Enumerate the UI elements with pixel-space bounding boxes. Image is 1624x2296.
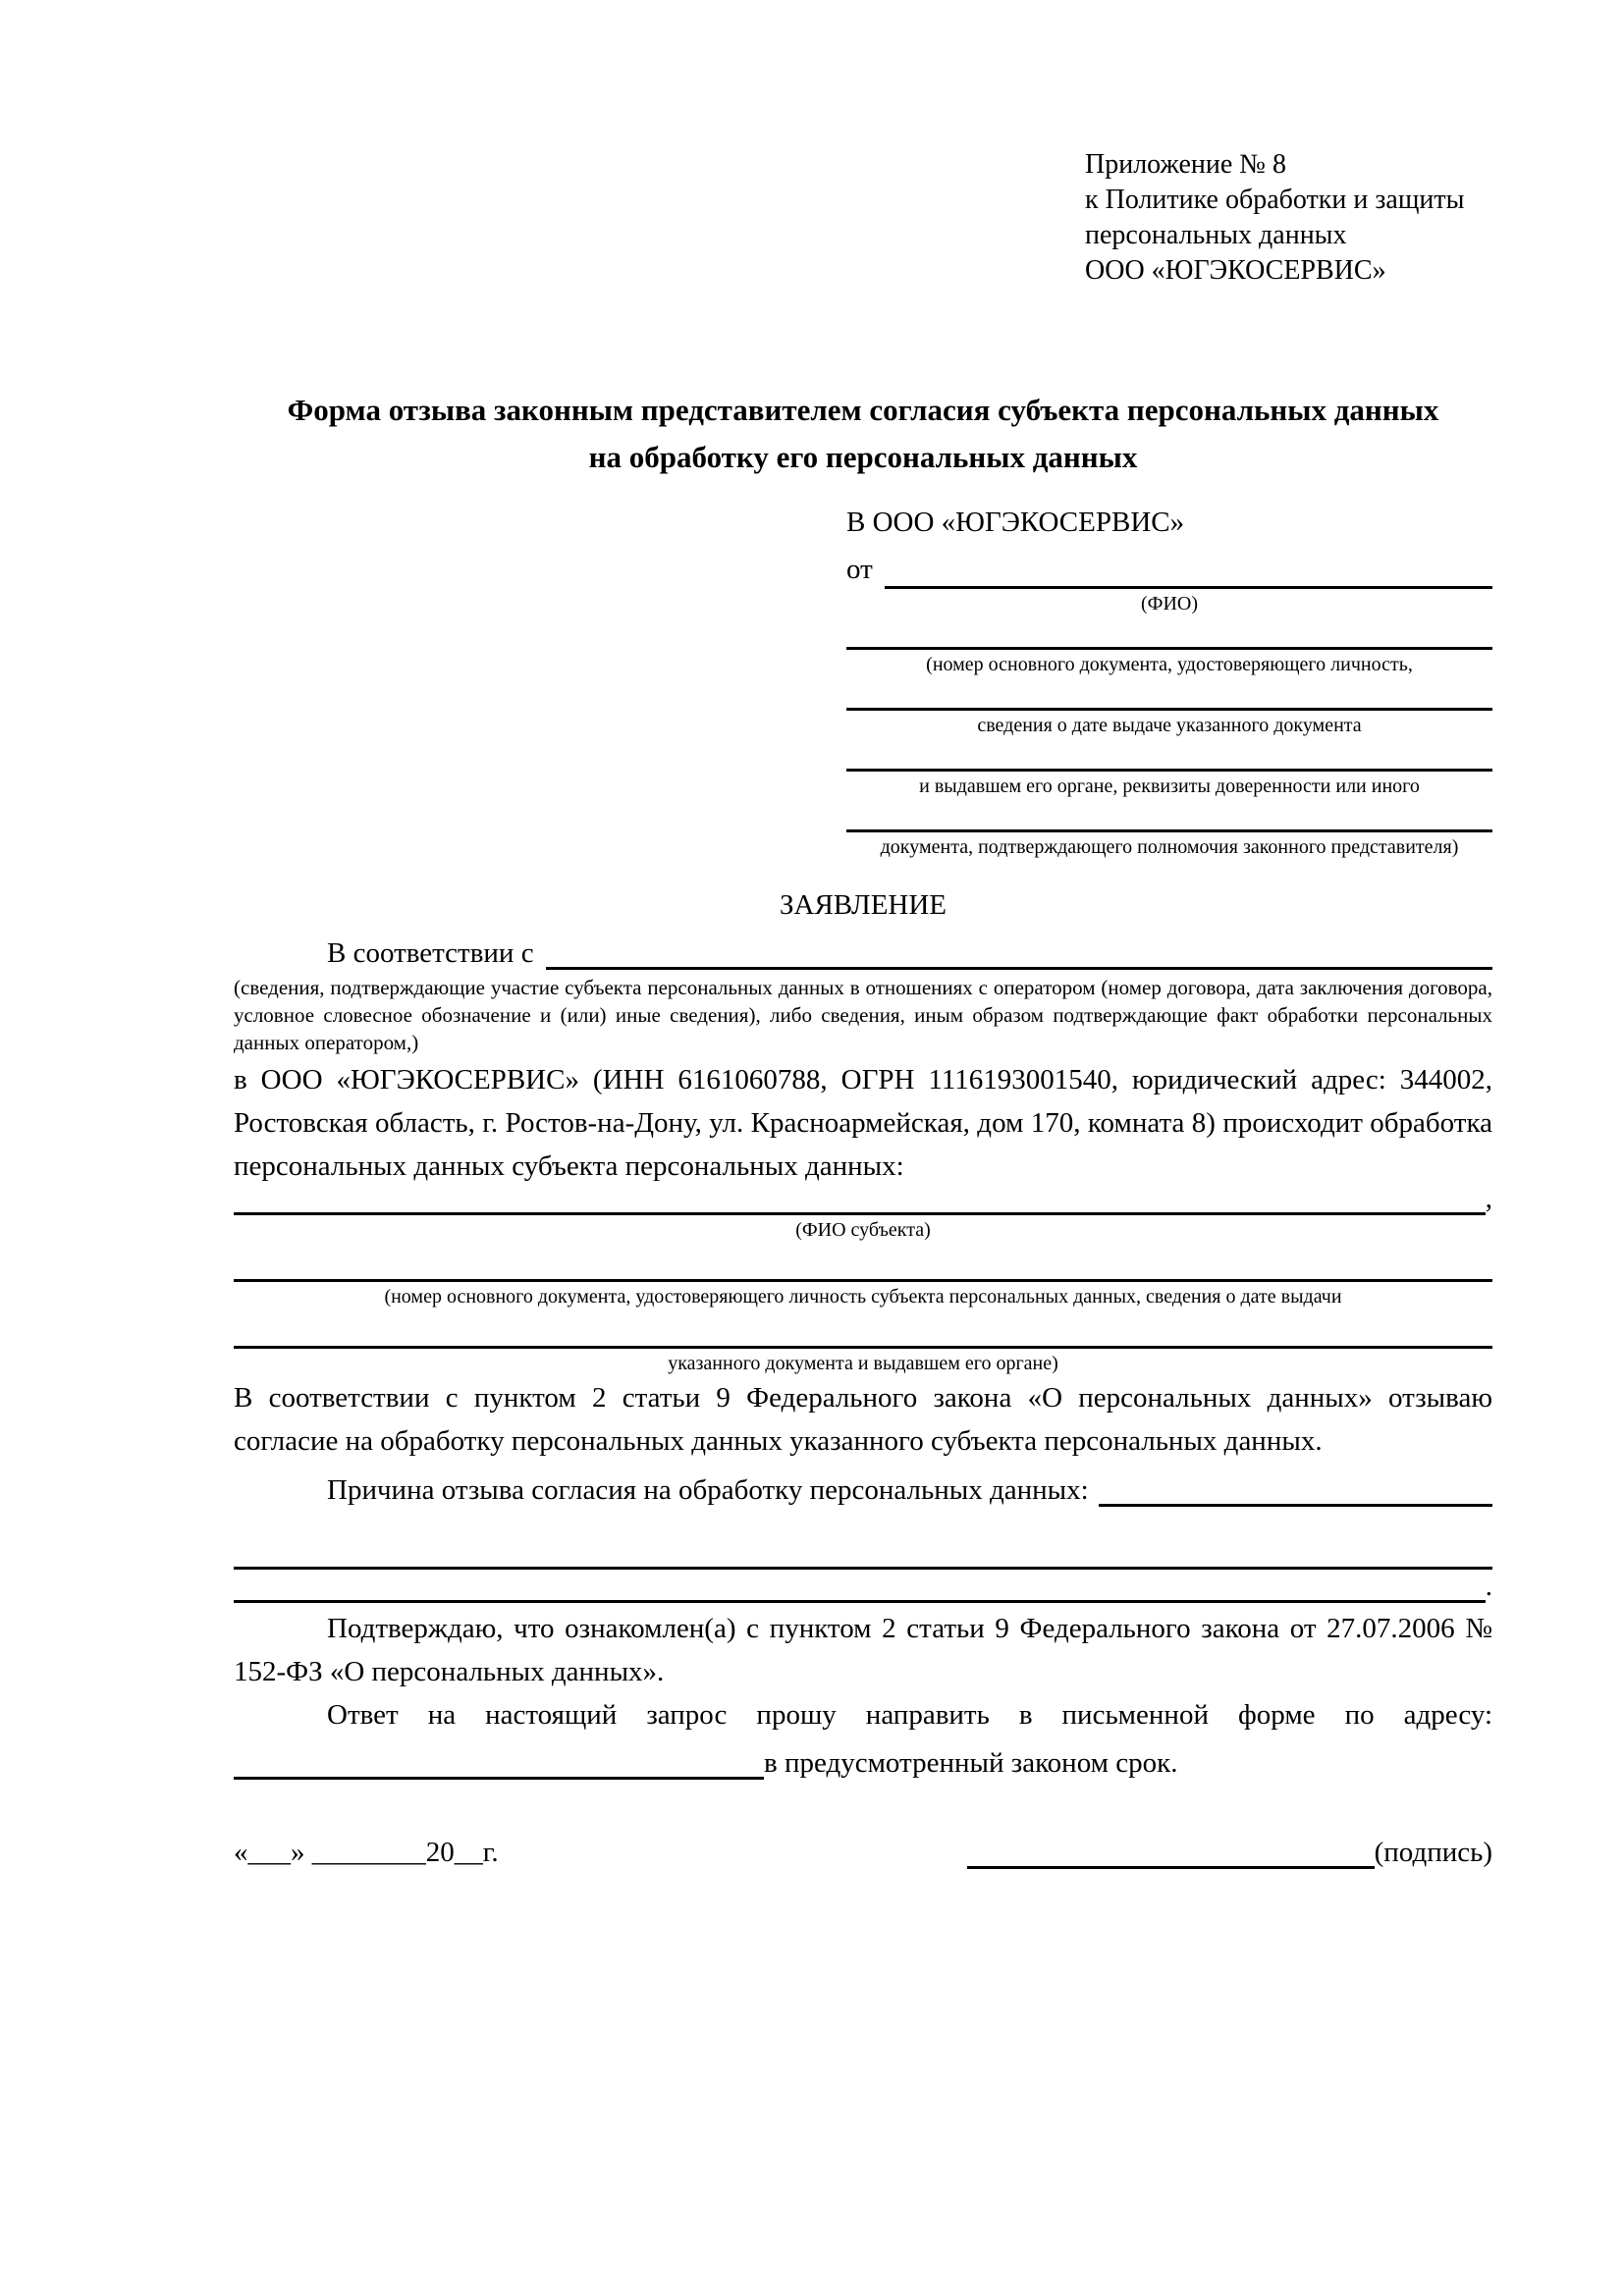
fio-caption: (ФИО) <box>1140 593 1198 614</box>
subject-fio-row <box>234 1183 1492 1215</box>
reason-row <box>234 1463 1492 1507</box>
intro-blank-line <box>546 967 1492 970</box>
response-paragraph: Ответ на настоящий запрос прошу направить в письменной форме по адресу: <box>327 1699 1492 1731</box>
appendix-line: ООО «ЮГЭКОСЕРВИС» <box>1085 255 1386 286</box>
subject-fio-caption: (ФИО субъекта) <box>795 1219 931 1241</box>
recipient-block <box>846 503 1492 860</box>
reason-blank-row-3 <box>234 1570 1492 1603</box>
subject-doc-caption-1: (номер основного документа, удостоверяющего личность субъекта персональных данных, сведения о дате выдачи <box>384 1286 1342 1308</box>
doc-authority-caption: и выдавшем его органе, реквизиты доверенности или иного <box>919 775 1420 797</box>
reason-blank-line-2 <box>234 1526 1492 1570</box>
subject-doc-blank-line-2 <box>234 1309 1492 1349</box>
doc-number-caption: (номер основного документа, удостоверяющего личность, <box>926 654 1413 675</box>
appendix-line: к Политике обработки и защиты <box>1085 185 1465 215</box>
reason-blank-line <box>1099 1504 1492 1507</box>
doc-power-caption: документа, подтверждающего полномочия законного представителя) <box>880 836 1459 858</box>
response-suffix: в предусмотренный законом срок. <box>764 1747 1178 1779</box>
document-title <box>234 387 1492 481</box>
intro-label: В соответствии с <box>327 937 534 969</box>
subject-line-comma: , <box>1485 1183 1492 1214</box>
reason-period: . <box>1485 1571 1492 1602</box>
confirm-paragraph: Подтверждаю, что ознакомлен(а) с пунктом 2 статьи 9 Федерального закона от 27.07.2006 № 152-ФЗ «О персональных данных». <box>234 1613 1492 1687</box>
reason-blank-line-3 <box>234 1600 1486 1603</box>
signature-blank-line <box>967 1866 1375 1869</box>
footer-row <box>234 1837 1492 1869</box>
intro-row <box>234 929 1492 970</box>
statement-heading: ЗАЯВЛЕНИЕ <box>779 889 947 921</box>
response-address-blank-line <box>234 1777 764 1780</box>
doc-authority-blank-line <box>846 738 1492 772</box>
from-row <box>846 548 1492 589</box>
operator-paragraph: в ООО «ЮГЭКОСЕРВИС» (ИНН 6161060788, ОГРН 1116193001540, юридический адрес: 344002, Ростовская область, г. Ростов-на-Дону, ул. Красноармейская, дом 170, комната 8) происходит обработка персональных данных субъекта персональных данных: <box>234 1064 1492 1182</box>
appendix-line: Приложение № 8 <box>1085 149 1286 180</box>
appendix-line: персональных данных <box>1085 220 1347 250</box>
intro-note: (сведения, подтверждающие участие субъекта персональных данных в отношениях с оператором (номер договора, дата заключения договора, условное словесное обозначение и (или) иные сведения), либо сведения, иным образом подтверждающие факт обработки персональных данных оператором,) <box>234 976 1492 1054</box>
doc-issue-date-caption: сведения о дате выдаче указанного документа <box>977 715 1362 736</box>
withdrawal-paragraph: В соответствии с пунктом 2 статьи 9 Федерального закона «О персональных данных» отзываю согласие на обработку персональных данных указанного субъекта персональных данных. <box>234 1382 1492 1457</box>
signature-caption: (подпись) <box>1374 1837 1492 1868</box>
doc-power-blank-line <box>846 799 1492 832</box>
doc-issue-date-blank-line <box>846 677 1492 711</box>
fio-blank-line <box>885 586 1492 589</box>
doc-number-blank-line <box>846 616 1492 650</box>
date-line: «___» ________20__г. <box>234 1837 499 1868</box>
subject-fio-blank-line <box>234 1212 1486 1215</box>
from-label: от <box>846 554 873 585</box>
reason-label: Причина отзыва согласия на обработку персональных данных: <box>327 1474 1089 1506</box>
subject-doc-blank-line <box>234 1243 1492 1282</box>
recipient-organization: В ООО «ЮГЭКОСЕРВИС» <box>846 507 1185 538</box>
appendix-header <box>1085 147 1492 289</box>
response-address-row <box>234 1736 1492 1780</box>
subject-doc-caption-2: указанного документа и выдавшем его органе) <box>668 1353 1058 1374</box>
signature-block <box>967 1837 1492 1869</box>
document-title-text: Форма отзыва законным представителем согласия субъекта персональных данных на обработку его персональных данных <box>287 393 1439 474</box>
